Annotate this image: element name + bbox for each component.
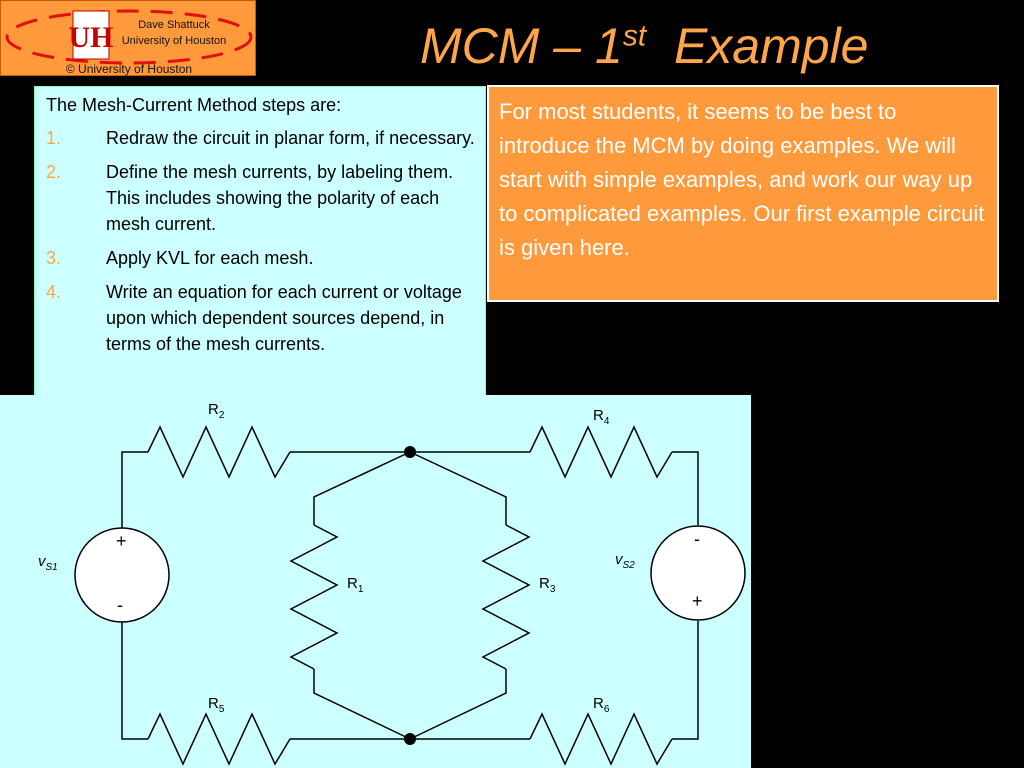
steps-list [46,125,480,365]
vs1-plus-sign: + [116,531,127,551]
vs1-minus-sign: - [117,595,123,615]
intro-note: For most students, it seems to be best to introduce the MCM by doing examples. We will start with simple examples, and work our way up to complicated examples. Our first example circuit is given here. [487,85,999,302]
author-name: Dave Shattuck [138,19,210,31]
step-number: 2. [46,162,62,182]
wire-bottom-left [122,613,148,739]
vs2-minus-sign: - [694,529,700,549]
wire-r1-bottom [314,669,410,739]
node-bottom [404,733,416,745]
wire-r3-top [410,452,506,525]
step-text: Apply KVL for each mesh. [106,248,314,268]
step-item [46,245,480,271]
step-number: 1. [46,128,62,148]
logo-header [0,0,256,76]
copyright-text: © University of Houston [65,62,193,76]
wire-top-right [672,452,698,525]
circuit-schematic [0,395,751,768]
resistor-r1-zigzag [291,525,337,669]
label-vs1: $v_{S1}$ [38,553,58,573]
university-name: University of Houston [121,35,227,47]
wire-bottom-right [672,621,698,739]
wire-r3-bottom [410,669,506,739]
steps-panel [34,86,486,396]
step-text: Redraw the circuit in planar form, if necessary. [106,128,475,148]
steps-intro: The Mesh-Current Method steps are: [46,95,342,115]
step-item [46,279,480,357]
vs2-plus-sign: + [692,591,703,611]
uh-logo-icon: UH [68,21,114,54]
step-item [46,125,480,151]
step-item [46,159,480,237]
resistor-r4-zigzag [530,427,672,477]
title-main: MCM – 1 [420,18,623,74]
resistor-r6-zigzag [530,714,672,764]
wire-r1-top [314,452,410,525]
resistor-r5-zigzag [148,714,290,764]
resistor-r2-zigzag [148,427,290,477]
title-superscript: st [622,19,647,53]
label-r2: $R_2$ [208,401,225,421]
label-r3: $R_3$ [539,575,556,595]
wire-top-left [122,452,148,537]
slide-title [420,16,868,76]
label-r5: $R_5$ [208,695,225,715]
node-top [404,446,416,458]
step-number: 3. [46,248,62,268]
label-r1: $R_1$ [347,575,364,595]
resistor-r3-zigzag [483,525,529,669]
step-number: 4. [46,282,62,302]
step-text: Write an equation for each current or voltage upon which dependent sources depend, in terms of the mesh currents. [106,282,462,354]
circuit-diagram [0,395,751,768]
step-text: Define the mesh currents, by labeling them. This includes showing the polarity of each mesh current. [106,162,454,234]
label-r4: $R_4$ [593,407,610,427]
label-r6: $R_6$ [593,695,610,715]
title-rest: Example [673,18,869,74]
label-vs2: $v_{S2}$ [615,551,635,571]
